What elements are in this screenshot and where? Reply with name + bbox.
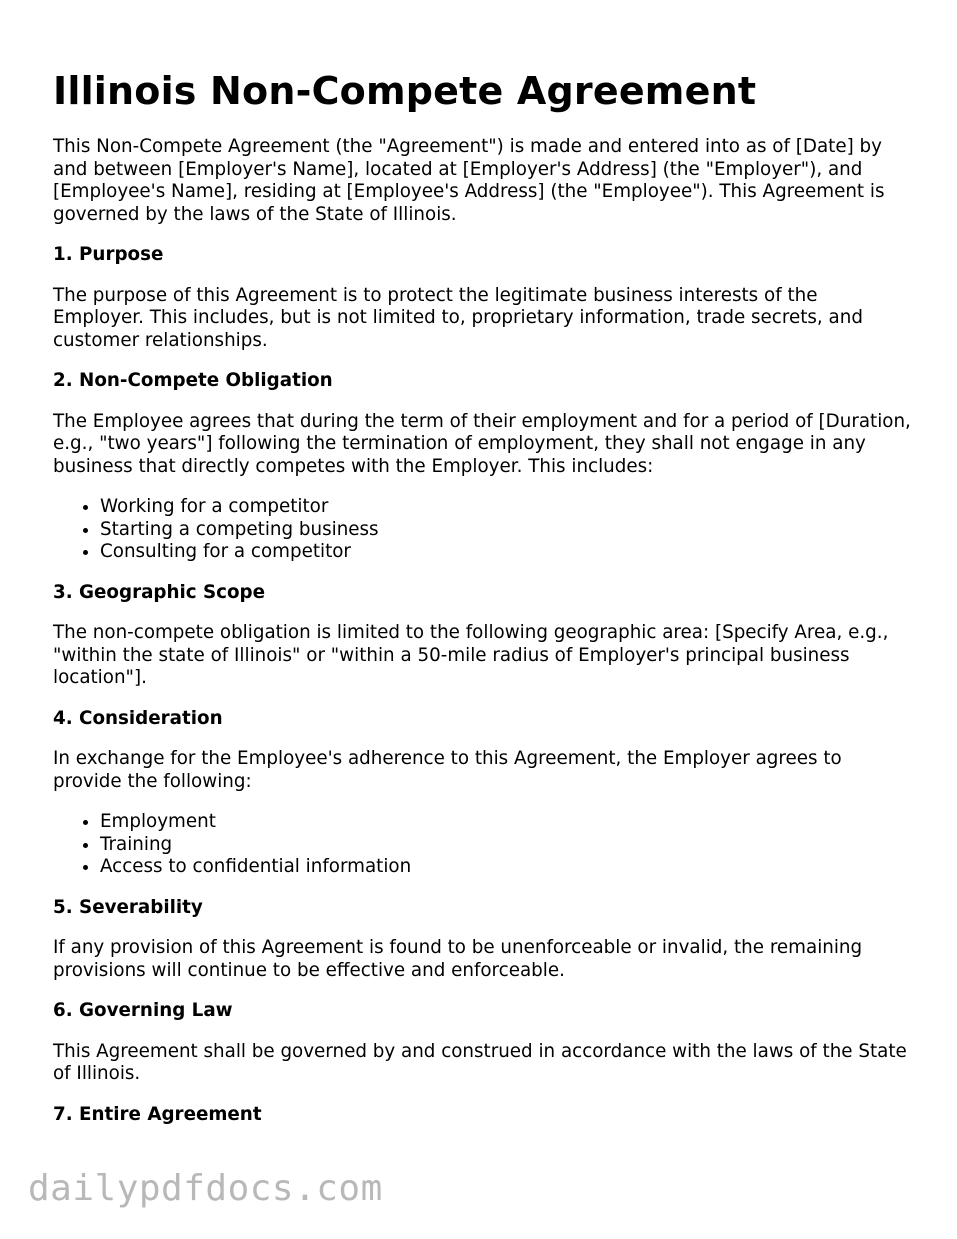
section-body-governing-law: This Agreement shall be governed by and construed in accordance with the laws of the State of Illinois. (53, 1040, 907, 1084)
document-page (53, 68, 913, 1126)
section-body-non-compete: The Employee agrees that during the term of their employment and for a period of [Duration, e.g., "two years"] following the termination of employment, they shall not engage in any business that directly competes with the Employer. This includes: (53, 410, 911, 477)
section-heading-consideration: 4. Consideration (53, 707, 223, 729)
section-heading-geographic-scope: 3. Geographic Scope (53, 581, 266, 603)
list-item: • Working for a competitor (100, 496, 913, 519)
list-item: • Training (100, 834, 913, 857)
section-body-severability: If any provision of this Agreement is found to be unenforceable or invalid, the remaining provisions will continue to be effective and enforceable. (53, 937, 863, 981)
intro-paragraph: This Non-Compete Agreement (the "Agreement") is made and entered into as of [Date] by and between [Employer's Name], located at [Employer's Address] (the "Employer"), and [Employee's Name], residing at [Employee's Address] (the "Employee"). This Agreement is governed by the laws of the State of Illinois. (53, 136, 885, 225)
non-compete-list (53, 496, 913, 564)
document-title: Illinois Non-Compete Agreement (53, 69, 757, 113)
section-heading-governing-law: 6. Governing Law (53, 1000, 233, 1021)
consideration-list (53, 811, 913, 879)
list-item: • Consulting for a competitor (100, 541, 913, 564)
section-body-geographic-scope: The non-compete obligation is limited to the following geographic area: [Specify Area, e.g., "within the state of Illinois" or "within a 50-mile radius of Employer's principal business location"]. (53, 622, 889, 688)
list-item: • Access to confidential information (100, 856, 913, 879)
section-body-consideration: In exchange for the Employee's adherence to this Agreement, the Employer agrees to provide the following: (53, 748, 842, 792)
watermark: dailypdfdocs.com (28, 1168, 383, 1209)
section-heading-non-compete: 2. Non-Compete Obligation (53, 370, 333, 391)
section-body-purpose: The purpose of this Agreement is to protect the legitimate business interests of the Employer. This includes, but is not limited to, proprietary information, trade secrets, and customer relationships. (53, 284, 863, 351)
section-heading-severability: 5. Severability (53, 896, 203, 918)
section-heading-purpose: 1. Purpose (53, 244, 164, 265)
section-heading-entire-agreement: 7. Entire Agreement (53, 1103, 262, 1125)
list-item: • Employment (100, 811, 913, 834)
list-item: • Starting a competing business (100, 519, 913, 542)
